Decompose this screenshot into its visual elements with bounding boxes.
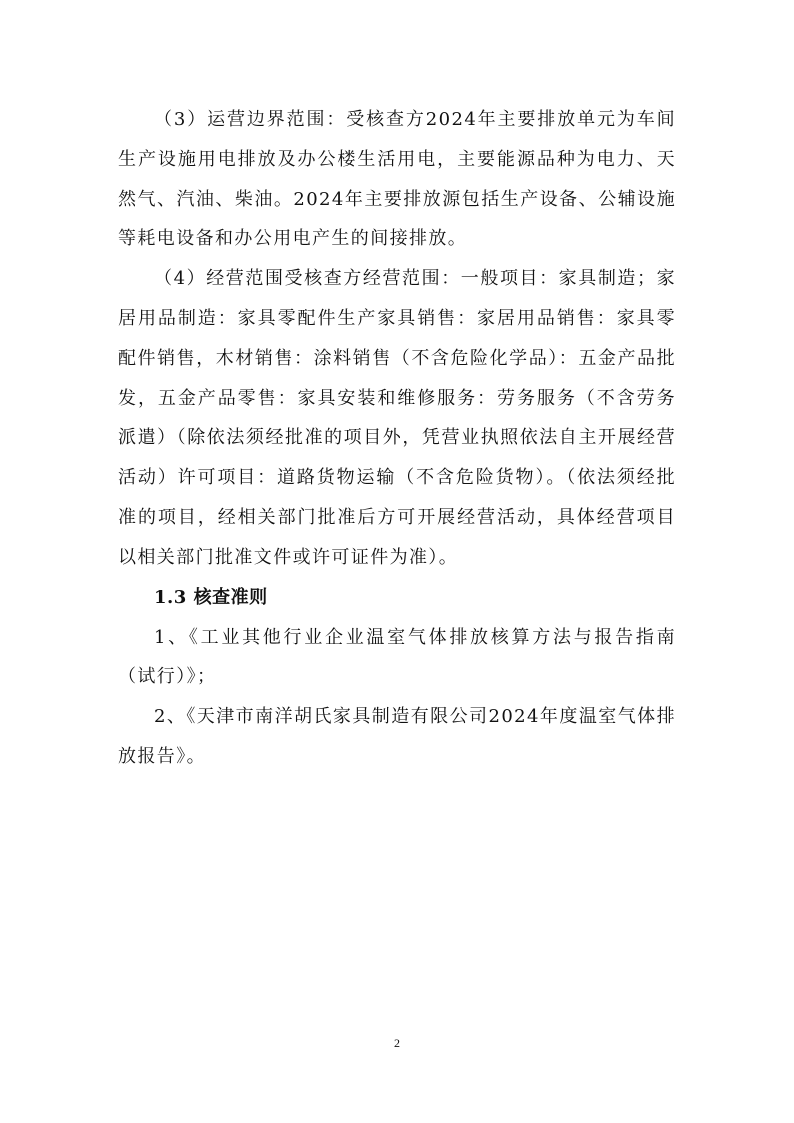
page-content	[118, 100, 676, 777]
criteria-item-2: 2、《天津市南洋胡氏家具制造有限公司2024年度温室气体排放报告》。	[118, 706, 676, 767]
paragraph-operational-boundary: （3）运营边界范围：受核查方2024年主要排放单元为车间生产设施用电排放及办公楼生活用电，主要能源品种为电力、天然气、汽油、柴油。2024年主要排放源包括生产设备、公辅设施等耗电设备和办公用电产生的间接排放。	[118, 109, 676, 250]
page-number: 2	[394, 1036, 400, 1050]
section-heading-verification-criteria: 1.3 核查准则	[154, 586, 268, 608]
criteria-item-1: 1、《工业其他行业企业温室气体排放核算方法与报告指南（试行）》；	[118, 626, 676, 688]
paragraph-business-scope: （4）经营范围受核查方经营范围：一般项目：家具制造；家居用品制造：家具零配件生产家具销售：家居用品销售：家具零配件销售，木材销售：涂料销售（不含危险化学品）：五金产品批发，五金产品零售：家具安装和维修服务：劳务服务（不含劳务派遣）（除依法须经批准的项目外，凭营业执照依法自主开展经营活动）许可项目：道路货物运输（不含危险货物）。（依法须经批准的项目，经相关部门批准后方可开展经营活动，具体经营项目以相关部门批准文件或许可证件为准）。	[118, 268, 676, 568]
